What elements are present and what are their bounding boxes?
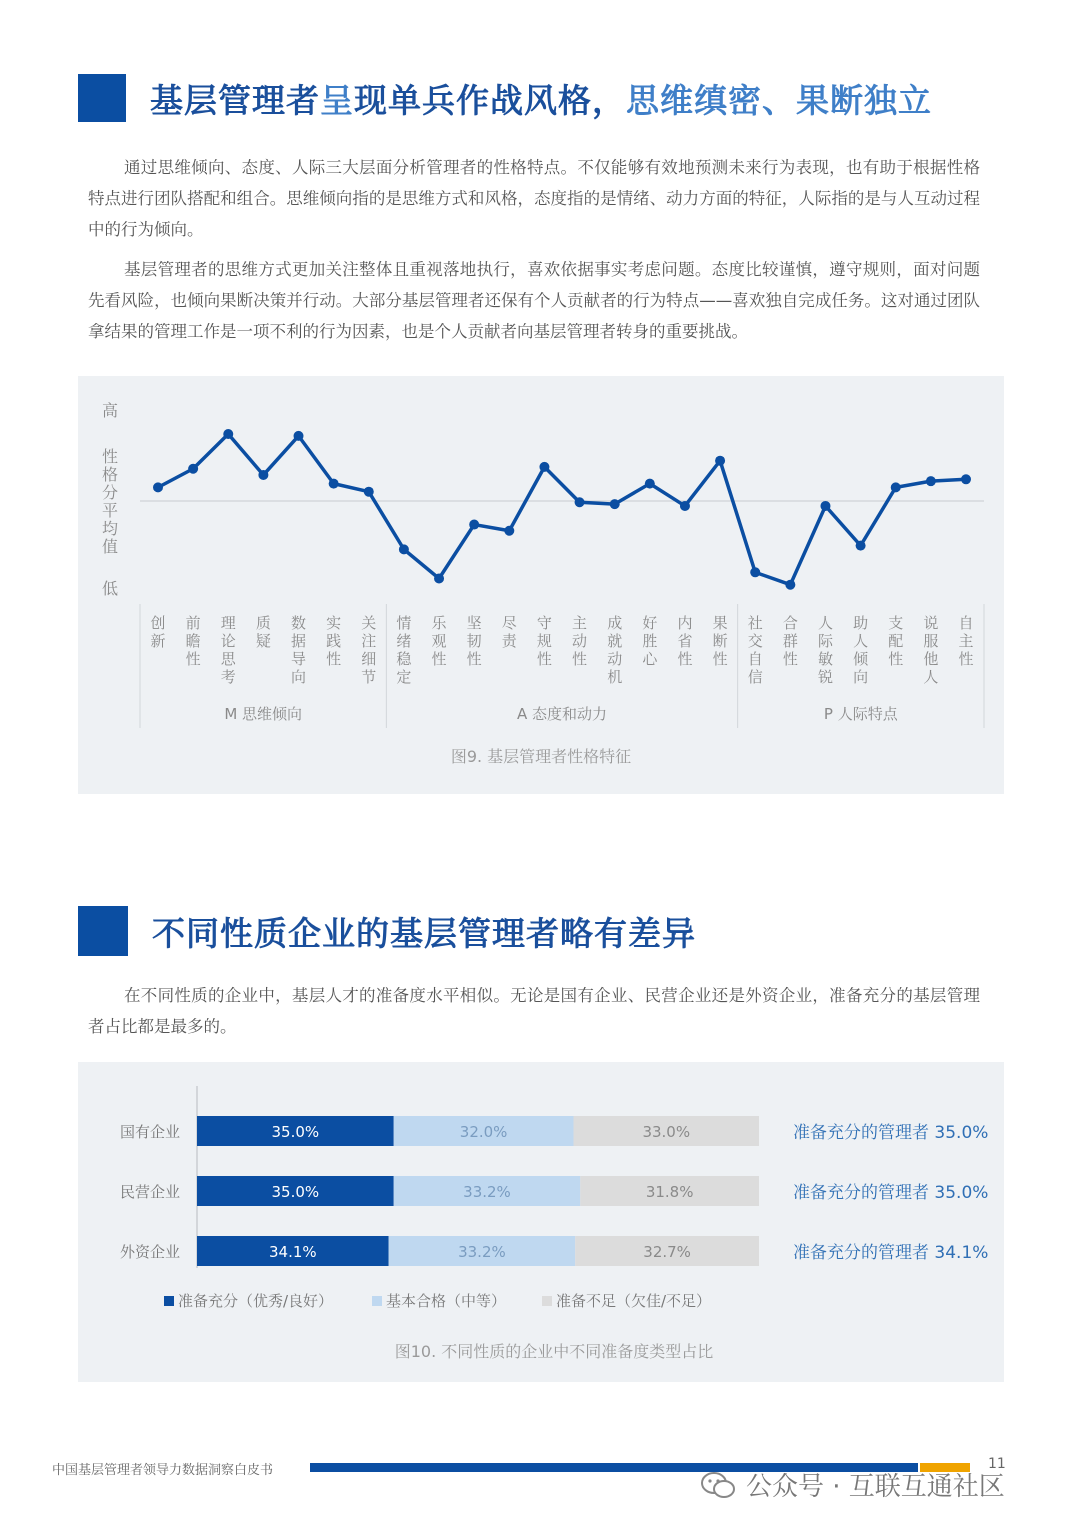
category-label-char: 际 — [817, 632, 833, 650]
group-label: A 态度和动力 — [516, 705, 608, 723]
category-label-char: 人 — [817, 614, 833, 632]
data-point — [539, 462, 549, 472]
y-label-mid-char: 值 — [101, 537, 119, 556]
category-label-char: 自 — [958, 614, 974, 632]
legend-label: 准备充分（优秀/良好） — [178, 1292, 334, 1310]
data-point — [926, 476, 936, 486]
category-label-char: 断 — [712, 632, 728, 650]
section-heading-1 — [78, 74, 932, 122]
category-label-char: 动 — [572, 632, 588, 650]
data-point — [364, 487, 374, 497]
personality-line-chart — [78, 376, 1004, 794]
legend-label: 基本合格（中等） — [386, 1292, 507, 1310]
chart10-caption: 图10. 不同性质的企业中不同准备度类型占比 — [394, 1342, 714, 1361]
category-label-char: 考 — [220, 668, 236, 686]
category-label-char: 果 — [712, 614, 728, 632]
paragraph-2: 基层管理者的思维方式更加关注整体且重视落地执行，喜欢依据事实考虑问题。态度比较谨慎，遵守规则，面对问题先看风险，也倾向果断决策并行动。大部分基层管理者还保有个人贡献者的行为特点——喜欢独自完成任务。这对通过团队拿结果的管理工作是一项不利的行为因素，也是个人贡献者向基层管理者转身的重要挑战。 — [88, 260, 980, 341]
data-point — [680, 501, 690, 511]
category-label-char: 服 — [923, 632, 939, 650]
bar-value-label: 32.0% — [459, 1123, 508, 1141]
data-point — [856, 541, 866, 551]
category-label-char: 机 — [607, 668, 623, 686]
bar-value-label: 35.0% — [271, 1183, 320, 1201]
series-line — [158, 434, 966, 585]
category-label-char: 好 — [642, 614, 658, 632]
category-label-char: 配 — [888, 632, 904, 650]
category-label-char: 支 — [888, 614, 904, 632]
category-label-char: 情 — [396, 614, 412, 632]
category-label-char: 创 — [150, 614, 166, 632]
legend-swatch — [372, 1296, 382, 1306]
bar-value-label: 32.7% — [643, 1243, 691, 1261]
watermark-text: 公众号 · 互联互通社区 — [746, 1472, 1005, 1502]
category-label-char: 倾 — [853, 650, 869, 668]
y-label-mid-char: 性 — [101, 447, 119, 466]
category-label-char: 思 — [220, 650, 236, 668]
category-label-char: 注 — [361, 632, 377, 650]
section-title-2: 不同性质企业的基层管理者略有差异 — [152, 913, 696, 953]
side-label: 准备充分的管理者 34.1% — [793, 1243, 989, 1263]
data-point — [504, 526, 514, 536]
category-label-char: 疑 — [255, 632, 271, 650]
category-label-char: 向 — [291, 668, 307, 686]
bar-value-label: 35.0% — [271, 1123, 320, 1141]
category-label-char: 节 — [361, 668, 377, 686]
legend-swatch — [164, 1296, 174, 1306]
y-label-mid-char: 均 — [101, 519, 119, 538]
category-label-char: 瞻 — [185, 632, 201, 650]
data-point — [223, 429, 233, 439]
category-label-char: 尽 — [501, 614, 517, 632]
y-label-low: 低 — [101, 579, 119, 598]
data-point — [153, 482, 163, 492]
category-label-char: 坚 — [466, 614, 482, 632]
category-label-char: 导 — [291, 650, 307, 668]
data-point — [329, 479, 339, 489]
category-label-char: 性 — [677, 650, 693, 668]
category-label-char: 践 — [326, 632, 342, 650]
category-label-char: 定 — [396, 668, 412, 686]
bar-value-label: 34.1% — [268, 1243, 317, 1261]
data-point — [785, 580, 795, 590]
bar-value-label: 33.2% — [463, 1183, 511, 1201]
category-label-char: 成 — [607, 614, 623, 632]
section-title-1: 基层管理者呈现单兵作战风格，思维缜密、果断独立 — [150, 80, 932, 120]
data-point — [469, 520, 479, 530]
category-label-char: 细 — [361, 650, 377, 668]
data-point — [820, 501, 830, 511]
group-label: P 人际特点 — [823, 705, 898, 723]
heading-square-icon — [78, 74, 126, 122]
category-label-char: 动 — [607, 650, 623, 668]
category-label-char: 质 — [255, 614, 271, 632]
y-label-mid-char: 格 — [101, 465, 119, 484]
chart9-caption: 图9. 基层管理者性格特征 — [450, 747, 632, 766]
section-heading-2 — [78, 906, 696, 956]
y-label-high: 高 — [101, 401, 119, 420]
category-label-char: 绪 — [396, 632, 412, 650]
category-label-char: 助 — [853, 614, 869, 632]
side-label: 准备充分的管理者 35.0% — [793, 1183, 989, 1203]
data-point — [258, 470, 268, 480]
watermark — [700, 1466, 1005, 1503]
data-point — [891, 482, 901, 492]
heading-square-icon — [78, 906, 128, 956]
category-label-char: 性 — [712, 650, 728, 668]
category-label-char: 据 — [291, 632, 307, 650]
category-label: 国有企业 — [119, 1123, 180, 1141]
group-label: M 思维倾向 — [224, 705, 303, 723]
category-label-char: 责 — [501, 632, 517, 650]
category-label-char: 论 — [220, 632, 236, 650]
category-label-char: 乐 — [431, 614, 447, 632]
category-label-char: 性 — [536, 650, 552, 668]
bar-value-label: 33.0% — [642, 1123, 691, 1141]
category-label-char: 信 — [747, 668, 763, 686]
data-point — [961, 474, 971, 484]
category-label-char: 胜 — [642, 632, 658, 650]
data-point — [575, 497, 585, 507]
category-label-char: 数 — [291, 614, 307, 632]
category-label-char: 交 — [747, 632, 763, 650]
category-label-char: 人 — [853, 632, 869, 650]
category-label-char: 内 — [677, 614, 693, 632]
category-label-char: 向 — [853, 668, 869, 686]
data-point — [610, 499, 620, 509]
category-label-char: 前 — [185, 614, 201, 632]
data-point — [399, 544, 409, 554]
category-label-char: 稳 — [396, 650, 412, 668]
category-label-char: 社 — [747, 614, 763, 632]
category-label-char: 他 — [923, 650, 939, 668]
category-label-char: 群 — [782, 632, 798, 650]
paragraph-1: 通过思维倾向、态度、人际三大层面分析管理者的性格特点。不仅能够有效地预测未来行为表现，也有助于根据性格特点进行团队搭配和组合。思维倾向指的是思维方式和风格，态度指的是情绪、动力方面的特征，人际指的是与人互动过程中的行为倾向。 — [88, 158, 980, 239]
chart9-panel — [78, 376, 1004, 794]
category-label-char: 新 — [150, 632, 166, 650]
category-label-char: 理 — [220, 614, 236, 632]
category-label-char: 韧 — [466, 632, 482, 650]
chart10-panel — [78, 1062, 1004, 1382]
category-label-char: 自 — [747, 650, 763, 668]
category-label-char: 性 — [888, 650, 904, 668]
y-label-mid-char: 平 — [101, 501, 119, 520]
category-label-char: 观 — [431, 632, 447, 650]
category-label-char: 性 — [326, 650, 342, 668]
category-label-char: 规 — [536, 632, 552, 650]
category-label-char: 主 — [572, 614, 588, 632]
bar-value-label: 31.8% — [645, 1183, 694, 1201]
category-label-char: 性 — [466, 650, 482, 668]
category-label-char: 主 — [958, 632, 974, 650]
data-point — [434, 574, 444, 584]
category-label-char: 敏 — [817, 650, 833, 668]
category-label-char: 实 — [326, 614, 342, 632]
legend-label: 准备不足（欠佳/不足） — [556, 1292, 712, 1310]
footer-text: 中国基层管理者领导力数据洞察白皮书 — [52, 1463, 274, 1478]
category-label-char: 锐 — [817, 668, 833, 686]
category-label-char: 性 — [572, 650, 588, 668]
page-number: 11 — [988, 1456, 1006, 1472]
category-label-char: 合 — [782, 614, 798, 632]
category-label-char: 性 — [958, 650, 974, 668]
category-label-char: 守 — [536, 614, 552, 632]
side-label: 准备充分的管理者 35.0% — [793, 1123, 989, 1143]
category-label: 民营企业 — [119, 1183, 180, 1201]
paragraph-3: 在不同性质的企业中，基层人才的准备度水平相似。无论是国有企业、民营企业还是外资企业，准备充分的基层管理者占比都是最多的。 — [88, 986, 980, 1036]
category-label: 外资企业 — [119, 1243, 180, 1261]
wechat-icon — [700, 1470, 736, 1500]
category-label-char: 人 — [923, 668, 939, 686]
category-label-char: 省 — [677, 632, 693, 650]
data-point — [645, 479, 655, 489]
category-label-char: 性 — [185, 650, 201, 668]
category-label-char: 关 — [361, 614, 377, 632]
data-point — [294, 431, 304, 441]
category-label-char: 性 — [431, 650, 447, 668]
legend-swatch — [542, 1296, 552, 1306]
data-point — [188, 464, 198, 474]
bar-value-label: 33.2% — [458, 1243, 506, 1261]
data-point — [715, 456, 725, 466]
category-label-char: 说 — [923, 614, 939, 632]
data-point — [750, 567, 760, 577]
category-label-char: 就 — [607, 632, 623, 650]
y-label-mid-char: 分 — [101, 483, 119, 502]
category-label-char: 性 — [782, 650, 798, 668]
readiness-stacked-bar-chart — [78, 1062, 1004, 1382]
category-label-char: 心 — [642, 650, 658, 668]
